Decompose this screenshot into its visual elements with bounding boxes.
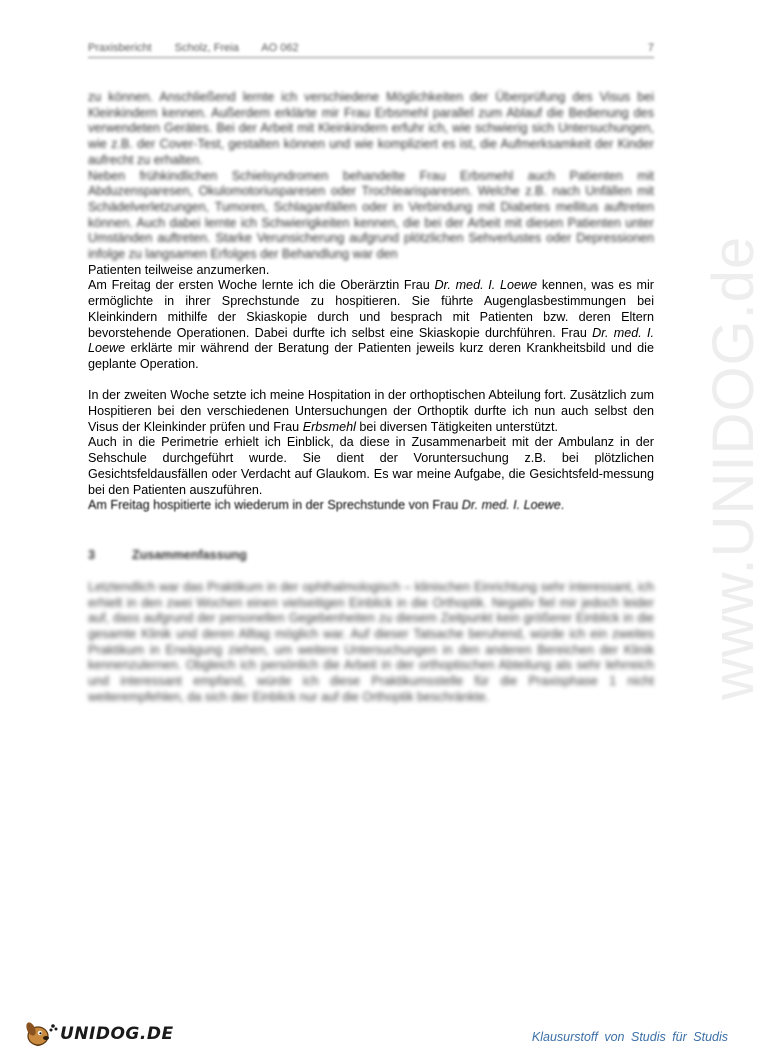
section-body: Letztendlich war das Praktikum in der ophthalmologisch – klinischen Einrichtung sehr interessant, ich erhielt in den zwei Wochen einen vielseitigen Einblick in die Orthoptik. Negativ fiel mir jedoch leider auf, dass aufgrund der personellen Gegebenheiten zu diesem Zeitpunkt kein größerer Einblick in die gesamte Klinik und deren Alltag möglich war. Auf dieser Tatsache beruhend, würde ich ein zweites Praktikum in Erwägung ziehen, um weitere Untersuchungen in den anderen Bereichen der Klinik kennenzulernen. Obgleich ich persönlich die Arbeit in der orthoptischen Abteilung als sehr lehrreich und interessant empfand, würde ich diese Praktikumsstelle für die Praxisphase 1 nicht weiterempfehlen, da sich der Einblick nur auf die Orthoptik beschränkte. [88,579,654,704]
logo-text: UNIDOG.DE [60,1024,174,1044]
header-author: Scholz, Freia [174,42,239,54]
paragraph-friday-first-week: Am Freitag der ersten Woche lernte ich die Oberärztin Frau Dr. med. I. Loewe kennen, was es mir ermöglichte in ihrer Sprechstunde zu hospitieren. Sie führte Augenglasbestimmungen bei Kleinkindern mithilfe der Skiaskopie durch und besprach mit Patienten bzw. deren Eltern bevorstehende Operationen. Dabei durfte ich selbst eine Skiaskopie durchführen. Frau Dr. med. I. Loewe erklärte mir während der Beratung der Patienten jeweils kurz deren Krankheitsbild und die geplante Operation. [88,278,654,371]
header-course: AO 062 [261,42,299,54]
paragraph-friday-second-week: Am Freitag hospitierte ich wiederum in der Sprechstunde von Frau Dr. med. I. Loewe. [88,498,565,513]
document-body [88,90,654,706]
watermark-text: www.UNIDOG.de [701,235,766,700]
paragraph-second-week: In der zweiten Woche setzte ich meine Hospitation in der orthoptischen Abteilung fort. Zusätzlich zum Hospitieren bei den verschiedenen Untersuchungen der Orthoptik durfte ich nun auch selbst den Visus der Kleinkinder prüfen und Frau Erbsmehl bei diversen Tätigkeiten unterstützt. [88,388,654,434]
italic-name: Dr. med. I. Loewe [434,278,538,293]
italic-name: Dr. med. I. Loewe [461,498,561,513]
paragraph-blurred-intro: zu können. Anschließend lernte ich verschiedene Möglichkeiten der Überprüfung des Visus bei Kleinkindern kennen. Außerdem erklärte mir Frau Erbsmehl parallel zum Ablauf die Bedienung des verwendeten Gerätes. Bei der Arbeit mit Kleinkindern erfuhr ich, wie schwierig sich Untersuchungen, wie z.B. der Cover-Test, gestalten können und wie kompliziert es ist, die Aufmerksamkeit der Kinder aufrecht zu erhalten. [88,90,654,167]
unidog-logo[interactable] [24,1018,174,1050]
section-heading [88,548,654,562]
paragraph-perimetry: Auch in die Perimetrie erhielt ich Einblick, da diese in Zusammenarbeit mit der Ambulanz in der Sehschule durchgeführt wurde. Sie dient der Voruntersuchung z.B. bei plötzlichen Gesichtsfeldausfällen oder Verdacht auf Glaukom. Es war meine Aufgabe, die Gesichtsfeld-messung bei den Patienten auszuführen. [88,435,654,497]
section-title: Zusammenfassung [132,547,247,562]
footer-slogan: Klausurstoff von Studis für Studis [531,1030,728,1044]
header-title: Praxisbericht [88,42,152,54]
italic-name: Dr. med. I. Loewe [88,325,654,356]
section-number: 3 [88,547,96,562]
page-number: 7 [647,42,654,54]
paragraph-visible-tail: Patienten teilweise anzumerken. [88,262,270,277]
italic-name: Erbsmehl [302,419,356,434]
dog-mascot-icon [24,1019,58,1049]
page-header [88,42,654,58]
paragraph-blurred-second: Neben frühkindlichen Schielsyndromen behandelte Frau Erbsmehl auch Patienten mit Abduzensparesen, Okulomotoriusparesen oder Trochlearisparesen. Welche z.B. nach Unfällen mit Schädelverletzungen, Tumoren, Schlaganfällen oder in Verbindung mit Diabetes mellitus auftreten können. Auch dabei lernte ich Schwierigkeiten kennen, die bei der Arbeit mit diesen Patienten unter Umständen auftreten. Starke Verunsicherung aufgrund plötzlichen Sehverlustes oder Depressionen infolge zu langsamen Erfolges der Behandlung war den [88,168,654,262]
